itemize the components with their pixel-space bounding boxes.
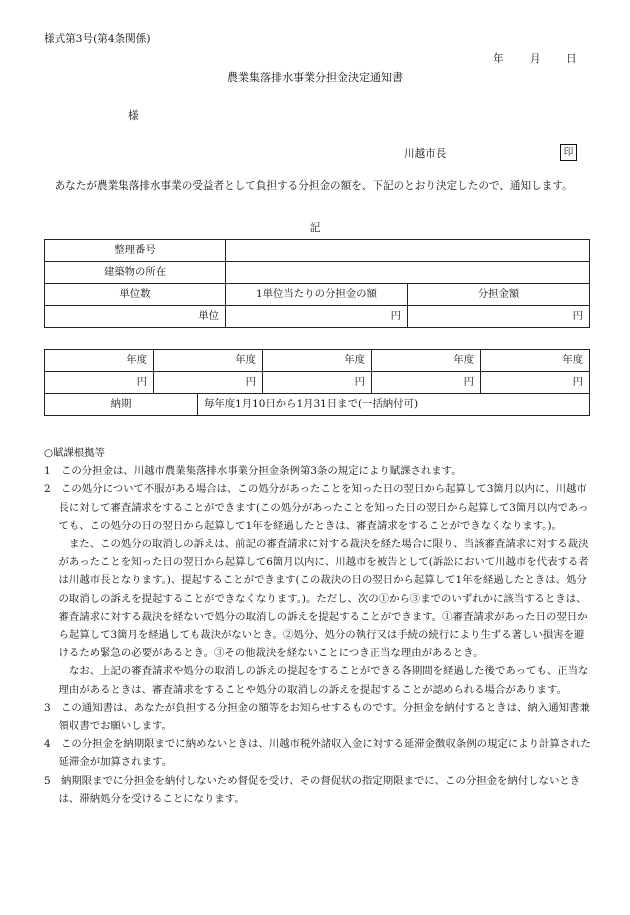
reference-number-value — [226, 240, 590, 262]
building-location-label: 建築物の所在 — [45, 262, 226, 284]
assessment-basis-notes — [44, 444, 593, 808]
yen-cell: 円 — [481, 372, 590, 394]
due-period-value: 毎年度1月10日から1月31日まで(一括納付可) — [198, 394, 590, 416]
table-row — [45, 284, 590, 306]
yen-cell: 円 — [154, 372, 263, 394]
year-cell: 年度 — [372, 350, 481, 372]
yen-cell: 円 — [372, 372, 481, 394]
addressee-suffix: 様 — [128, 110, 139, 122]
per-unit-amount-value: 円 — [226, 306, 408, 328]
total-amount-value: 円 — [408, 306, 590, 328]
year-cell: 年度 — [154, 350, 263, 372]
table-row — [45, 394, 590, 416]
notes-heading: ○賦課根拠等 — [44, 447, 106, 459]
note-paragraph: また、この処分の取消しの訴えは、前記の審査請求に対する裁決を経た場合に限り、当該審査請求に対する裁決があったことを知った日の翌日から起算して6箇月以内に、川越市を被告として(訴訟において川越市を代表する者は川越市長となります。)、提起することができます(この裁決の日の翌日から起算して1年を経過したときは、処分の取消しの訴えを提起することができなくなります。)。ただし、次の①から③までのいずれかに該当するときは、審査請求に対する裁決を経ないで処分の取消しの訴えを提起することができます。①審査請求があった日の翌日から起算して3箇月を経過しても裁決がないとき。②処分、処分の執行又は手続の続行により生ずる著しい損害を避けるため緊急の必要があるとき。③その他裁決を経ないことにつき正当な理由があるとき。 — [58, 538, 589, 660]
assessment-table — [44, 239, 590, 328]
installment-table — [44, 349, 590, 416]
date-year-label: 年 — [493, 53, 504, 65]
issuer-name: 川越市長 — [404, 148, 447, 160]
date-month-label: 月 — [530, 53, 541, 65]
form-number: 様式第3号(第4条関係) — [44, 33, 151, 45]
table-row — [45, 350, 590, 372]
per-unit-amount-header: 1単位当たりの分担金の額 — [226, 284, 408, 306]
note-paragraph: なお、上記の審査請求や処分の取消しの訴えの提起をすることができる各期間を経過した後であっても、正当な理由があるときは、審査請求をすることや処分の取消しの訴えを提起することが認められる場合があります。 — [58, 665, 589, 696]
year-cell: 年度 — [481, 350, 590, 372]
yen-cell: 円 — [45, 372, 154, 394]
table-row — [45, 372, 590, 394]
table-row — [45, 240, 590, 262]
yen-cell: 円 — [263, 372, 372, 394]
year-cell: 年度 — [263, 350, 372, 372]
date-day-label: 日 — [566, 53, 577, 65]
document-title: 農業集落排水事業分担金決定通知書 — [227, 71, 403, 84]
total-amount-header: 分担金額 — [408, 284, 590, 306]
building-location-value — [226, 262, 590, 284]
note-item: 3 この通知書は、あなたが負担する分担金の額等をお知らせするものです。分担金を納付するときは、納入通知書兼領収書でお願いします。 — [44, 701, 590, 733]
year-cell: 年度 — [45, 350, 154, 372]
table-row — [45, 262, 590, 284]
ki-heading: 記 — [309, 222, 321, 234]
due-period-label: 納期 — [45, 394, 198, 416]
note-item: 4 この分担金を納期限までに納めないときは、川越市税外諸収入金に対する延滞金徴収条例の規定により計算された延滞金が加算されます。 — [44, 738, 591, 769]
intro-text: あなたが農業集落排水事業の受益者として負担する分担金の額を、下記のとおり決定したので、通知します。 — [54, 180, 573, 192]
unit-count-header: 単位数 — [45, 284, 226, 306]
note-item: 2 この処分について不服がある場合は、この処分があったことを知った日の翌日から起算して3箇月以内に、川越市長に対して審査請求をすることができます(この処分があったことを知った日の翌日から起算して3箇月以内であっても、この処分の日の翌日から起算して1年を経過したときは、審査請求をすることができなくなります。)。 — [44, 483, 589, 532]
reference-number-label: 整理番号 — [45, 240, 226, 262]
seal-mark: 印 — [560, 144, 577, 161]
table-row — [45, 306, 590, 328]
note-item: 5 納期限までに分担金を納付しないため督促を受け、その督促状の指定期限までに、この分担金を納付しないときは、滞納処分を受けることになります。 — [44, 774, 581, 805]
note-item: 1 この分担金は、川越市農業集落排水事業分担金条例第3条の規定により賦課されます。 — [44, 465, 462, 478]
unit-count-value: 単位 — [45, 306, 226, 328]
